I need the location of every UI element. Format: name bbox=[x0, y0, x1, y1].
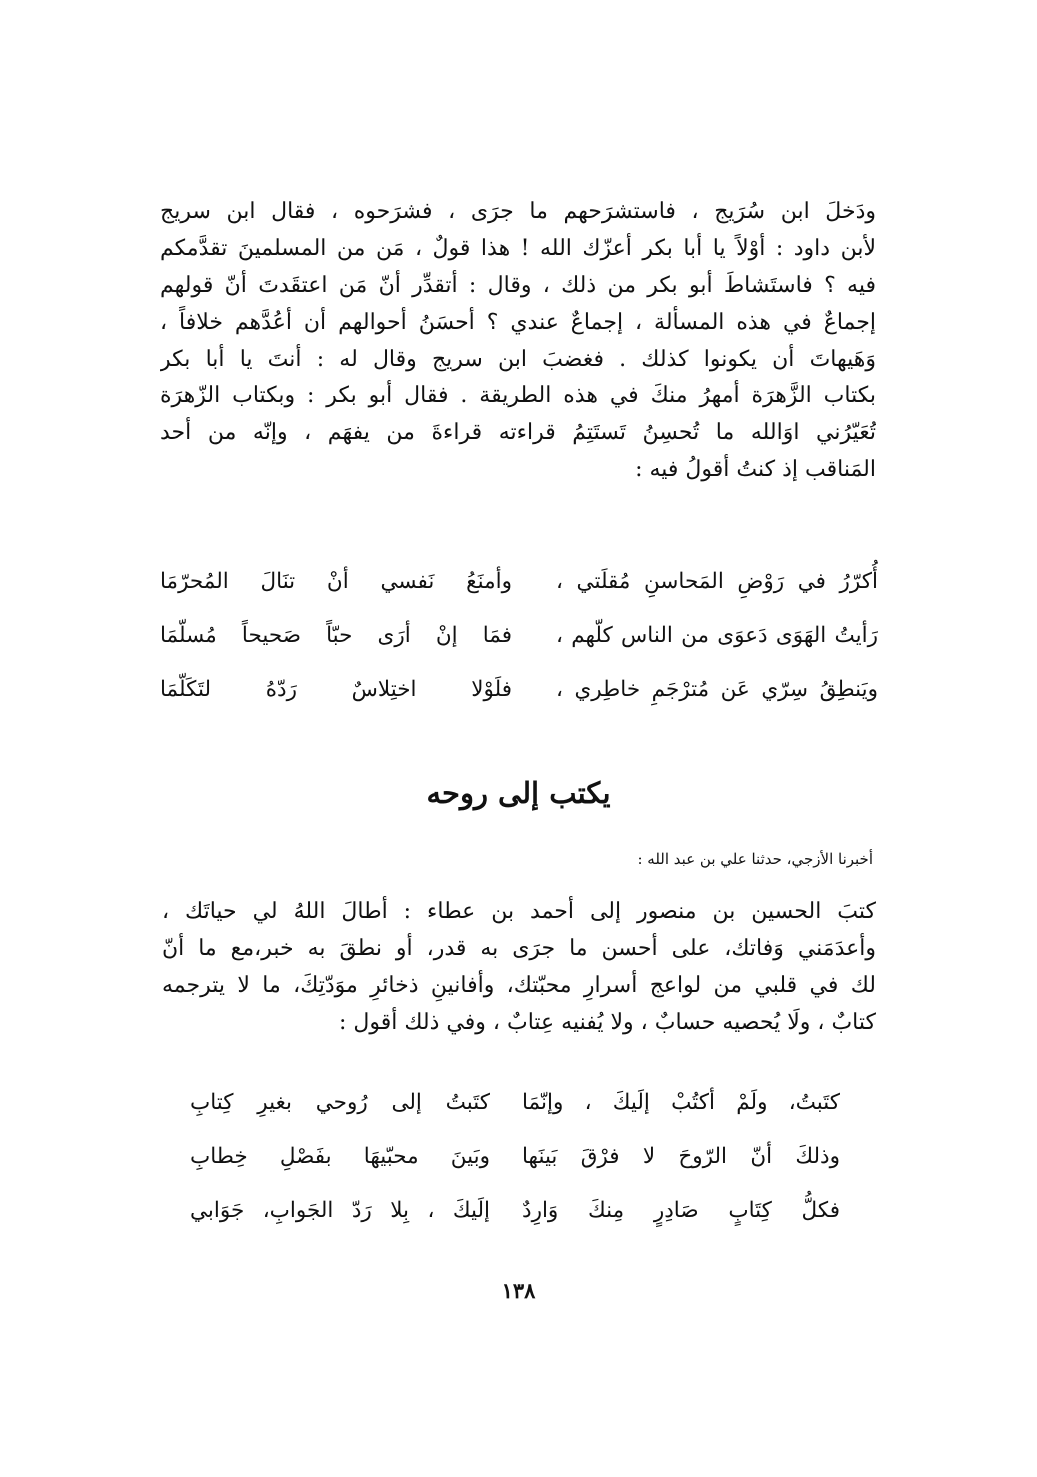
verse-row bbox=[190, 1076, 840, 1130]
verse-hemistich-first: أُكرّرُ في رَوْضِ المَحاسنِ مُقلَتي ، bbox=[556, 569, 878, 594]
paragraph-line: فيه ؟ فاستَشاطَ أبو بكر من ذلك ، وقال : أتقدِّر أنّ مَن اعتقَدتَ أنّ قولهم bbox=[160, 272, 876, 298]
paragraph-line: لأبن داود : أوْلاً يا أبا بكر أعزّك الله ! هذا قولٌ ، مَن من المسلمينَ تقدَّمكم bbox=[160, 235, 876, 261]
paragraph-line: كتابٌ ، ولَا يُحصيه حسابٌ ، ولا يُفنيه عِتابٌ ، وفي ذلك أقول : bbox=[339, 1009, 876, 1035]
paragraph-line: ودَخلَ ابن سُرَيج ، فاستشرَحهم ما جرَى ، فشرَحوه ، فقال ابن سريج bbox=[160, 199, 876, 224]
paragraph-1 bbox=[160, 194, 876, 489]
verse-row bbox=[160, 609, 878, 663]
verse-hemistich-second: فكلُّ كِتَابٍ صَادِرٍ مِنكَ وَارِدٌ bbox=[522, 1198, 840, 1223]
verse-row bbox=[160, 555, 878, 609]
verse-hemistich-second: وأمنَعُ نَفسي أنْ تنَالَ المُحرّمَا bbox=[160, 569, 512, 594]
paragraph-line: لك في قلبي من لواعج أسرارِ محبّتك، وأفانينِ ذخائرِ موَدّتِكَ، ما لا يترجمه bbox=[162, 972, 876, 998]
verse-row bbox=[190, 1130, 840, 1184]
verse-hemistich-second: كتَبتُ، ولَمْ أكتُبْ إلَيكَ ، وإنّمَا bbox=[522, 1090, 840, 1115]
verse-hemistich-second: وذلكَ أنّ الرّوحَ لا فرْقَ بَينَها bbox=[522, 1144, 840, 1169]
poem-2 bbox=[190, 1076, 840, 1238]
verse-hemistich-first: إلَيكَ ، بِلا رَدّ الجَوابِ، جَوَابي bbox=[190, 1198, 490, 1223]
page-number: ١٣٨ bbox=[501, 1278, 536, 1303]
verse-hemistich-first: كتَبتُ إلى رُوحي بغيرِ كِتابِ bbox=[190, 1090, 490, 1115]
verse-hemistich-first: وبَينَ محبّيهَا بفَصْلِ خِطابِ bbox=[190, 1144, 490, 1169]
paragraph-line: وأعدَمَني وَفاتك، على أحسن ما جرَى به قدر، أو نطقَ به خبر،مع ما أنّ bbox=[162, 935, 876, 961]
isnad-line: أخبرنا الأزجي، حدثنا علي بن عبد الله : bbox=[637, 850, 873, 868]
paragraph-line: كتبَ الحسين بن منصور إلى أحمد بن عطاء : أطالَ اللهُ لي حياتَك ، bbox=[162, 899, 876, 924]
verse-row bbox=[160, 663, 878, 717]
verse-hemistich-first: ويَنطِقُ سِرّي عَن مُترْجَمِ خاطِري ، bbox=[556, 677, 878, 702]
verse-row bbox=[190, 1184, 840, 1238]
verse-hemistich-second: فمَا إنْ أرَى حبّاً صَحيحاً مُسلّمَا bbox=[160, 623, 512, 648]
poem-1 bbox=[160, 555, 878, 717]
paragraph-line: بكتاب الزَّهرَة أمهرُ منكَ في هذه الطريقة . فقال أبو بكر : وبكتاب الزّهرَة bbox=[160, 383, 876, 409]
paragraph-line: تُعَيّرُني اوَالله ما تُحسِنُ تَستَتِمُ قراءته قراءةَ من يفهَم ، وإنّه من أحد bbox=[160, 420, 876, 446]
verse-hemistich-second: فلَوْلا اختِلاسٌ رَدّهُ لتَكَلّمَا bbox=[160, 677, 512, 702]
paragraph-line: المَناقب إذ كنتُ أقولُ فيه : bbox=[635, 457, 876, 483]
paragraph-line: إجماعٌ في هذه المسألة ، إجماعٌ عندي ؟ أحسَنُ أحوالهم أن أعُدَّهم خلافاً ، bbox=[160, 309, 876, 335]
paragraph-2 bbox=[162, 894, 876, 1042]
verse-hemistich-first: رَأيتُ الهَوَى دَعوَى من الناس كلّهم ، bbox=[556, 623, 878, 648]
paragraph-line: وَهَيهاتَ أن يكونوا كذلك . فغضبَ ابن سريج وقال له : أنتَ يا أبا بكر bbox=[160, 346, 876, 372]
section-heading: يكتب إلى روحه bbox=[426, 776, 611, 810]
